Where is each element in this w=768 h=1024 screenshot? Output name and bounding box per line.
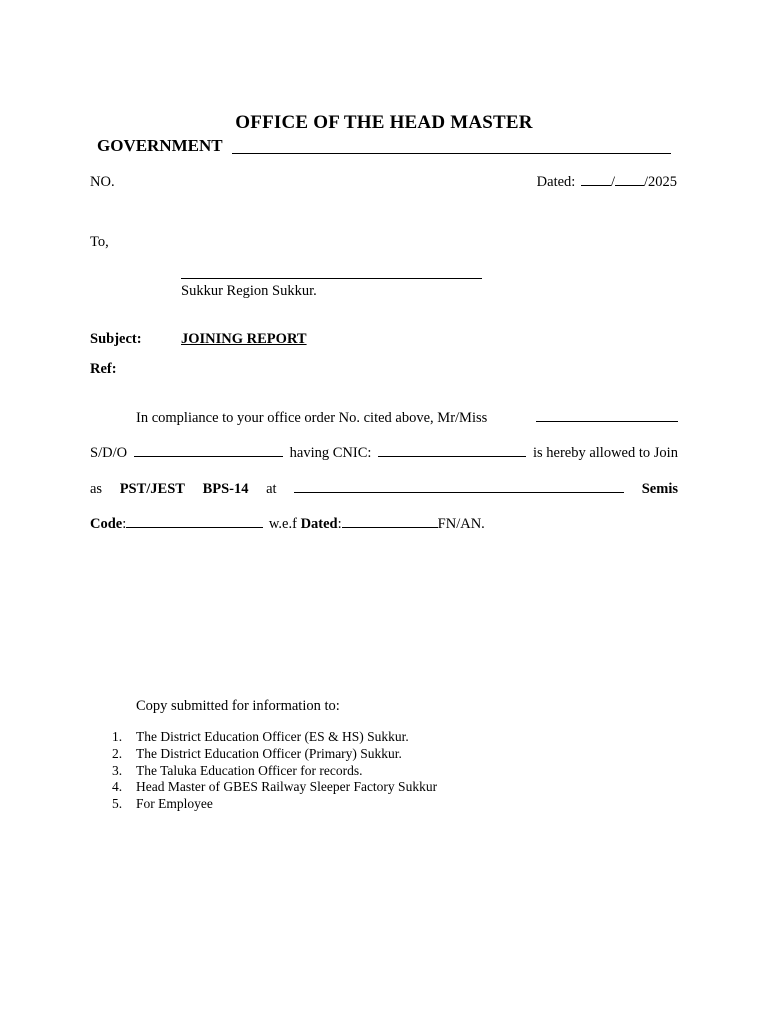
semis-code-blank[interactable] [126,526,263,528]
addressee-name-blank[interactable] [181,278,482,279]
subject-value: JOINING REPORT [181,331,307,347]
post-text: PST/JEST [119,481,185,497]
copy-list [112,729,437,813]
paragraph-line-2 [90,445,678,462]
date-month-blank[interactable] [615,184,644,186]
copy-list-item: 1. The District Education Officer (ES & HS) Sukkur. [112,729,409,744]
as-text: as [90,481,103,497]
semis-text: Semis [641,481,678,497]
sdo-label: S/D/O [90,445,128,461]
allowed-text: is hereby allowed to Join [532,445,678,461]
paragraph-line-3 [90,481,678,498]
paragraph-line-1 [90,410,678,427]
parent-name-blank[interactable] [134,455,283,457]
employee-name-blank[interactable] [536,420,678,422]
ref-label: Ref: [90,361,117,377]
dated-bold-label: Dated [300,516,338,532]
copy-list-item: 2. The District Education Officer (Primary) Sukkur. [112,745,402,761]
joining-date-blank[interactable] [342,526,438,528]
letter-date [537,174,677,191]
copy-intro: Copy submitted for information to: [136,698,340,714]
government-name-blank[interactable] [232,153,671,154]
date-separator: / [610,174,615,190]
copy-list-item: 3. The Taluka Education Officer for records. [112,762,363,778]
at-text: at [266,481,277,497]
code-label: Code [90,516,123,532]
school-name-blank[interactable] [294,491,624,493]
copy-list-item: 5. For Employee [112,796,213,812]
office-title: OFFICE OF THE HEAD MASTER [235,112,533,133]
to-label: To, [90,234,109,250]
date-day-blank[interactable] [581,184,611,186]
code-colon: : [122,516,127,532]
dated-label: Dated: [536,174,576,190]
subject-label: Subject: [90,331,142,347]
dated-colon: : [337,516,342,532]
letter-number-label: NO. [90,174,115,190]
government-label: GOVERNMENT [97,136,223,155]
compliance-text: In compliance to your office order No. cited above, Mr/Miss [136,410,488,426]
fnan-text: FN/AN. [437,516,485,532]
cnic-label: having CNIC: [289,445,372,461]
wef-text: w.e.f [268,516,297,532]
paragraph-line-4 [90,516,485,533]
cnic-blank[interactable] [378,455,526,457]
addressee-address: Sukkur Region Sukkur. [181,283,317,299]
copy-list-item: 4. Head Master of GBES Railway Sleeper Factory Sukkur [112,779,438,795]
bps-text: BPS-14 [202,481,249,497]
date-year: /2025 [643,174,677,190]
